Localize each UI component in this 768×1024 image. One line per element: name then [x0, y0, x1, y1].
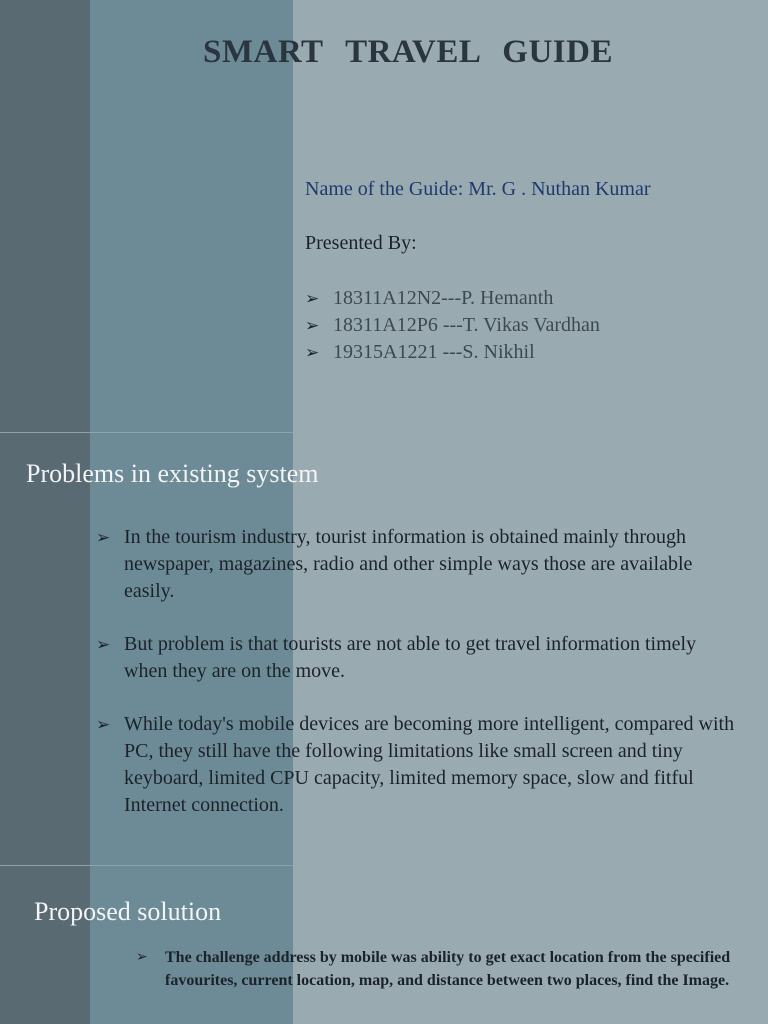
list-item: ➢ 19315A1221 ---S. Nikhil — [305, 339, 600, 366]
team-members-list — [305, 285, 600, 366]
slide-divider — [0, 432, 293, 433]
list-item: ➢ 18311A12P6 ---T. Vikas Vardhan — [305, 312, 600, 339]
list-item: ➢ While today's mobile devices are becoming more intelligent, compared with PC, they still have the following limitations like small screen and tiny keyboard, limited CPU capacity, limited memory space, slow and fitful Internet connection. — [96, 713, 735, 816]
slide-divider — [0, 865, 293, 866]
list-item: ➢ In the tourism industry, tourist information is obtained mainly through newspaper, magazines, radio and other simple ways those are available easily. — [96, 526, 693, 602]
list-item: ➢ But problem is that tourists are not able to get travel information timely when they are on the move. — [96, 633, 697, 682]
left-mid-band — [90, 0, 293, 1024]
list-item: ➢ The challenge address by mobile was ability to get exact location from the specified favourites, current location, map, and distance between two places, find the Image. — [136, 946, 736, 992]
problems-list — [96, 524, 736, 845]
bullet-arrow-icon: ➢ — [96, 635, 111, 654]
problems-heading: Problems in existing system — [26, 459, 319, 488]
solution-list — [136, 946, 736, 992]
list-item: ➢ 18311A12N2---P. Hemanth — [305, 285, 600, 312]
presented-by-label: Presented By: — [305, 232, 417, 254]
bullet-arrow-icon: ➢ — [305, 289, 320, 308]
bullet-arrow-icon: ➢ — [136, 950, 148, 965]
guide-name: Name of the Guide: Mr. G . Nuthan Kumar — [305, 178, 651, 200]
bullet-arrow-icon: ➢ — [305, 316, 320, 335]
bullet-arrow-icon: ➢ — [96, 528, 111, 547]
bullet-arrow-icon: ➢ — [96, 715, 111, 734]
slide-title: SMART TRAVEL GUIDE — [203, 34, 613, 70]
left-dark-band — [0, 0, 90, 1024]
bullet-arrow-icon: ➢ — [305, 343, 320, 362]
solution-heading: Proposed solution — [34, 897, 222, 926]
